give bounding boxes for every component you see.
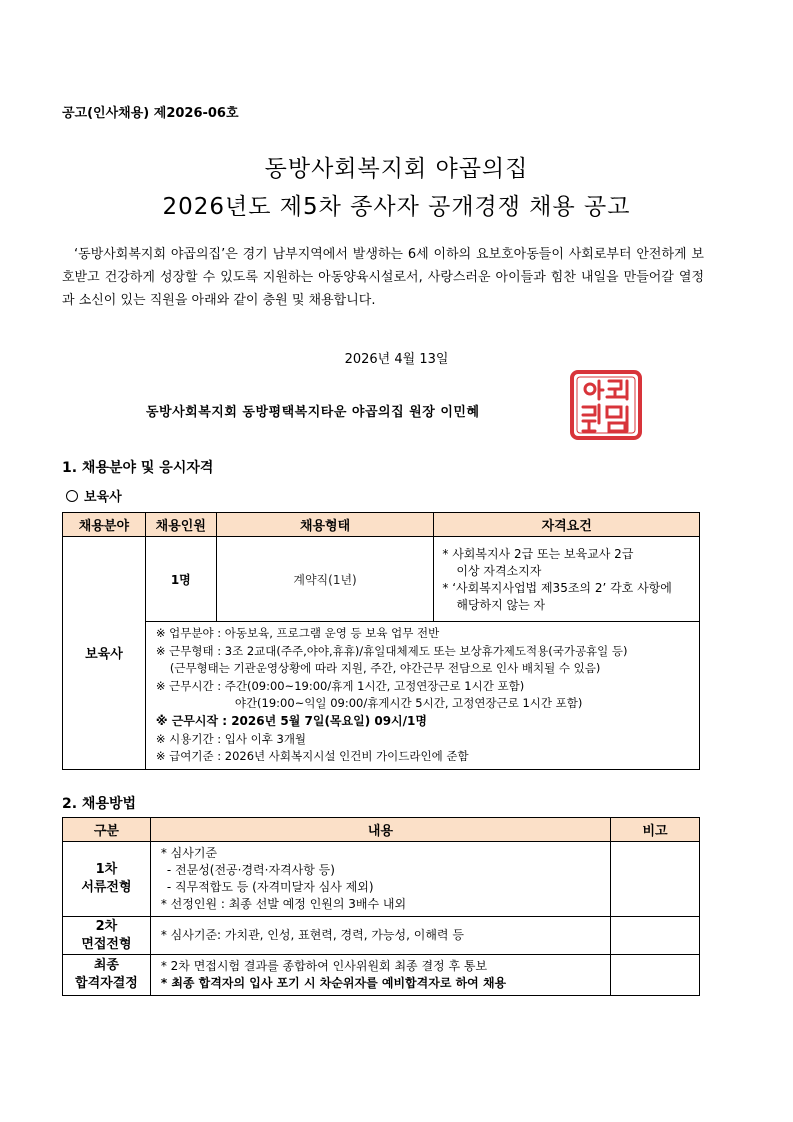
document-number: 공고(인사채용) 제2026-06호 — [62, 106, 239, 121]
circle-bullet-icon — [66, 490, 78, 502]
method-table — [62, 817, 700, 996]
header-category: 채용분야 — [63, 513, 146, 537]
content-cell: * 심사기준: 가치관, 인성, 표현력, 경력, 가능성, 이해력 등 — [150, 917, 610, 955]
table-header-row — [63, 513, 700, 537]
stage-cell: 최종 합격자결정 — [63, 955, 151, 996]
note-cell — [611, 842, 700, 917]
subsection-title: 보육사 — [66, 486, 122, 505]
note-cell — [611, 917, 700, 955]
content-cell: * 2차 면접시험 결과를 종합하여 인사위원회 최종 결정 후 통보 * 최종 합격자의 입사 포기 시 차순위자를 예비합격자로 하여 채용 — [150, 955, 610, 996]
count-cell: 1명 — [145, 537, 216, 622]
header-count: 채용인원 — [145, 513, 216, 537]
header-requirements: 자격요건 — [434, 513, 700, 537]
page-subtitle: 2026년도 제5차 종사자 공개경쟁 채용 공고 — [162, 194, 631, 220]
table-row — [63, 917, 700, 955]
requirements-cell: * 사회복지사 2급 또는 보육교사 2급 이상 자격소지자 * ‘사회복지사업법 제35조의 2’ 각호 사항에 해당하지 않는 자 — [434, 537, 700, 622]
intro-paragraph: ‘동방사회복지회 야곱의집’은 경기 남부지역에서 발생하는 6세 이하의 요보호아동들이 사회로부터 안전하게 보호받고 건강하게 성장할 수 있도록 지원하는 아동양육시설로서, 사랑스러운 아이들과 힘찬 내일을 만들어갈 열정과 소신이 있는 직원을 아래와 같이 충원 및 채용합니다. — [62, 247, 704, 308]
header-note: 비고 — [611, 818, 700, 842]
stage-cell: 1차 서류전형 — [63, 842, 151, 917]
header-type: 채용형태 — [216, 513, 434, 537]
table-row — [63, 622, 700, 770]
announcement-date: 2026년 4월 13일 — [344, 352, 449, 367]
section-2-title: 2. 채용방법 — [62, 796, 137, 812]
page-title: 동방사회복지회 야곱의집 — [264, 156, 529, 182]
category-cell: 보육사 — [63, 537, 146, 770]
type-cell: 계약직(1년) — [216, 537, 434, 622]
stage-cell: 2차 면접전형 — [63, 917, 151, 955]
header-stage: 구분 — [63, 818, 151, 842]
note-cell — [611, 955, 700, 996]
table-row — [63, 955, 700, 996]
content-cell: * 심사기준 - 전문성(전공·경력·자격사항 등) - 직무적합도 등 (자격미달자 심사 제외) * 선정인원 : 최종 선발 예정 인원의 3배수 내외 — [150, 842, 610, 917]
recruitment-table — [62, 512, 700, 770]
section-1-title: 1. 채용분야 및 응시자격 — [62, 460, 214, 476]
header-content: 내용 — [150, 818, 610, 842]
table-row — [63, 537, 700, 622]
official-seal-icon — [569, 369, 643, 441]
details-cell: ※ 업무분야 : 아동보육, 프로그램 운영 등 보육 업무 전반 ※ 근무형태 : 3조 2교대(주주,야야,휴휴)/휴일대체제도 또는 보상휴가제도적용(국가공휴일 등) (근무형태는 기관운영상황에 따라 지원, 주간, 야간근무 전담으로 인사 배치될 수 있음) ※ 근무시간 : 주간(09:00~19:00/휴게 1시간, 고정연장근로 1시간 포함) 야간(19:00~익일 09:00/휴게시간 5시간, 고정연장근로 1시간 포함) ※ 근무시작 : 2026년 5월 7일(목요일) 09시/1명 ※ 시용기간 : 입사 이후 3개월 ※ 급여기준 : 2026년 사회복지시설 인건비 가이드라인에 준함 — [145, 622, 699, 770]
table-header-row — [63, 818, 700, 842]
table-row — [63, 842, 700, 917]
signer-line: 동방사회복지회 동방평택복지타운 야곱의집 원장 이민혜 — [146, 405, 480, 420]
